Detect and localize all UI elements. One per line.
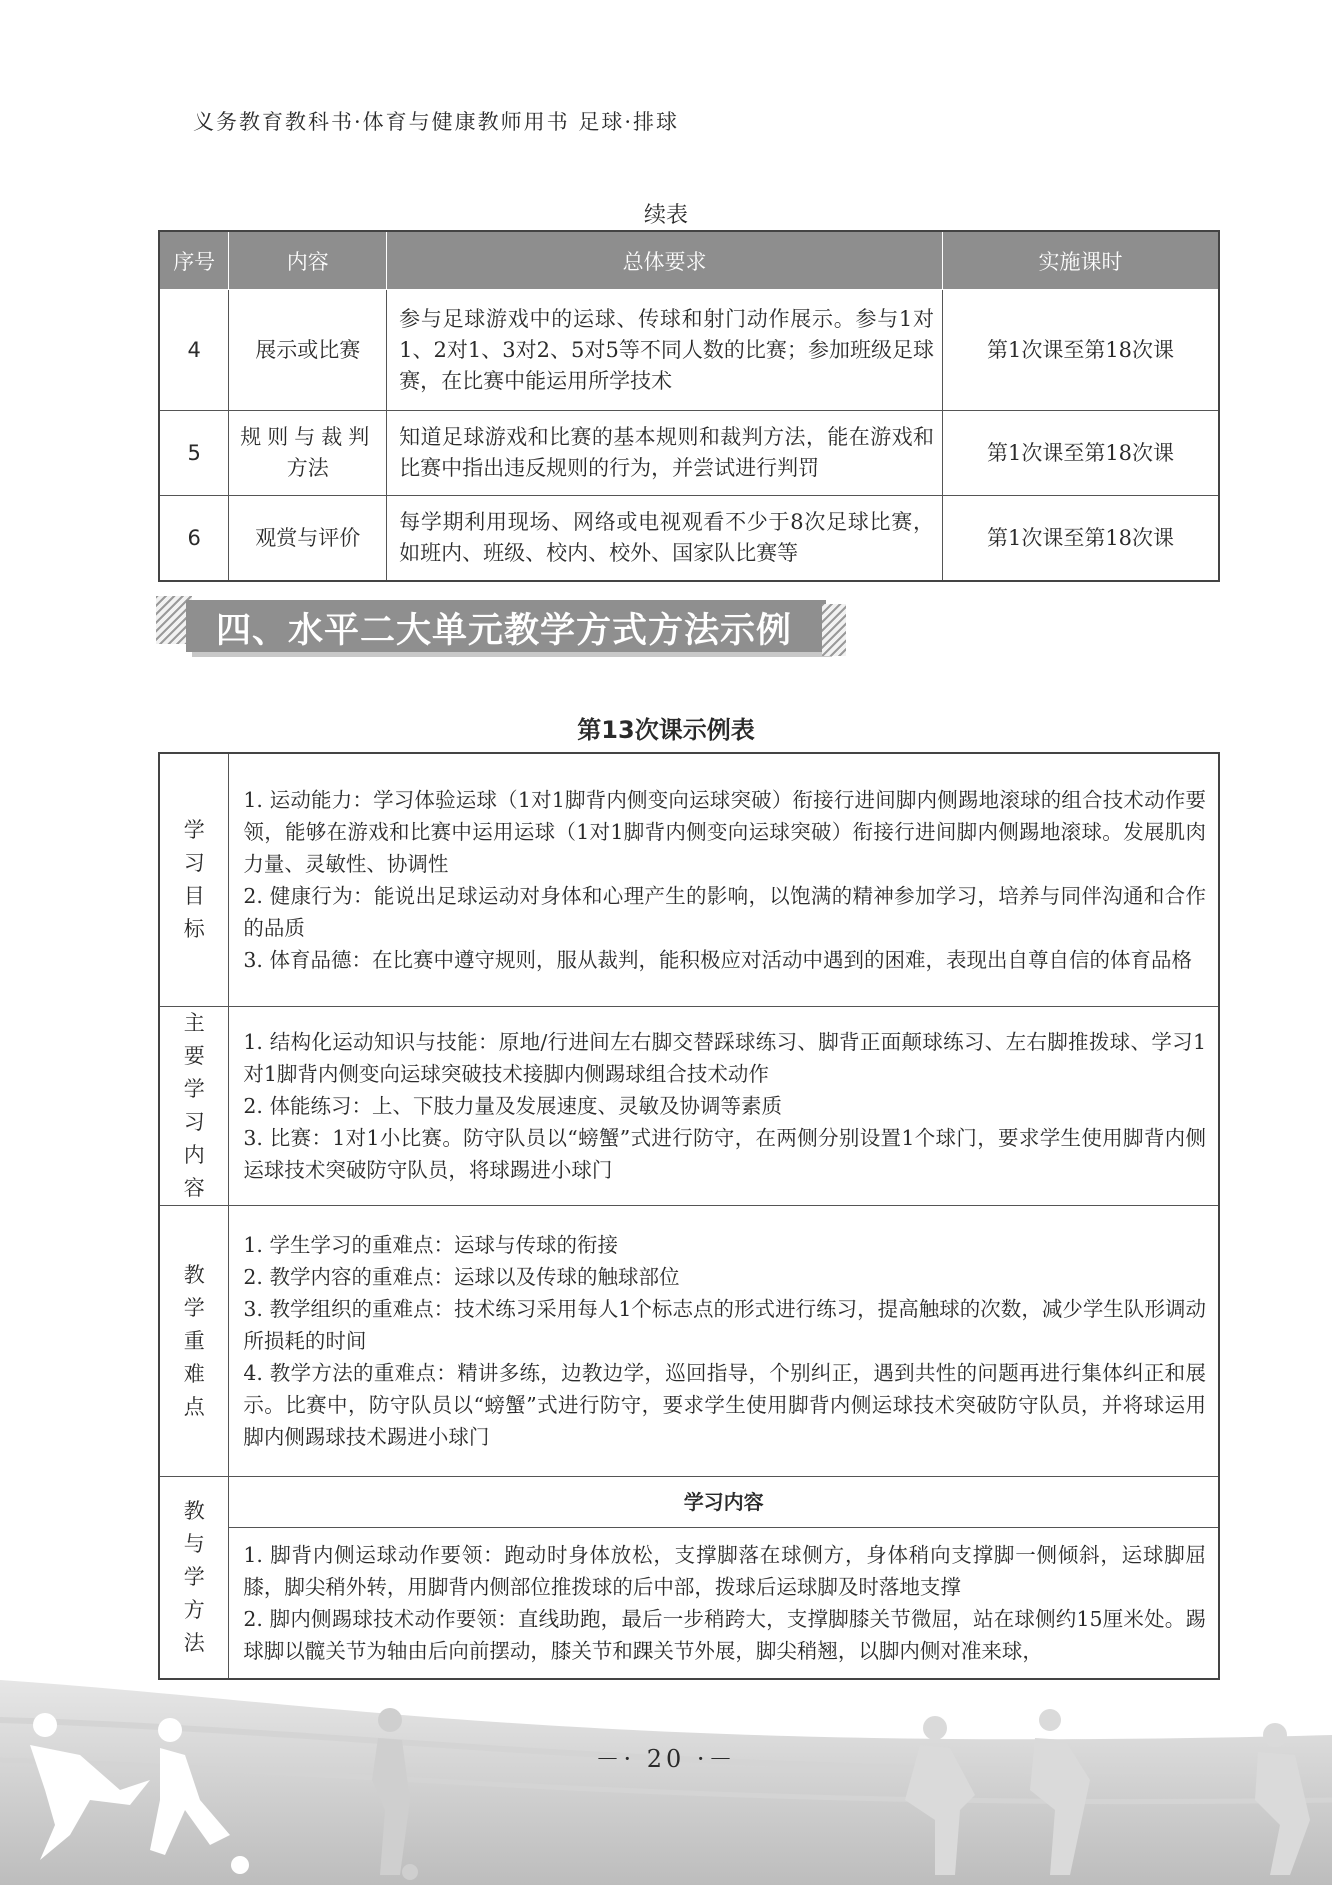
lesson-table-title: 第13次课示例表 — [577, 716, 755, 744]
list-item: 3. 比赛：1对1小比赛。防守队员以“螃蟹”式进行防守，在两侧分别设置1个球门，要求学生使用脚背内侧运球技术突破防守队员，将球踢进小球门 — [243, 1126, 1206, 1182]
row-content-line: 规则与裁判 — [240, 425, 376, 449]
list-item: 2. 体能练习：上、下肢力量及发展速度、灵敏及协调等素质 — [243, 1094, 782, 1118]
objectives-body — [229, 753, 1219, 1007]
section-banner — [156, 590, 846, 660]
row-number: 5 — [159, 411, 229, 496]
table-header-row — [159, 231, 1219, 290]
row-content-line: 方法 — [286, 456, 329, 480]
list-item: 1. 学生学习的重难点：运球与传球的衔接 — [243, 1233, 618, 1257]
row-content: 展示或比赛 — [229, 290, 387, 411]
list-item: 3. 体育品德：在比赛中遵守规则，服从裁判，能积极应对活动中遇到的困难，表现出自尊自信的体育品格 — [243, 948, 1192, 972]
list-item: 3. 教学组织的重难点：技术练习采用每人1个标志点的形式进行练习，提高触球的次数，减少学生队形调动所损耗的时间 — [243, 1297, 1206, 1353]
content-body — [229, 1007, 1219, 1206]
column-header: 序号 — [159, 231, 229, 290]
page-number: －· 20 ·－ — [595, 1745, 737, 1773]
list-item: 4. 教学方法的重难点：精讲多练，边教边学，巡回指导，个别纠正，遇到共性的问题再进行集体纠正和展示。比赛中，防守队员以“螃蟹”式进行防守，要求学生使用脚背内侧运球技术突破防守队员，并将球运用脚内侧踢球技术踢进小球门 — [243, 1361, 1206, 1449]
banner-hatch-decoration — [822, 604, 846, 656]
methods-subheading: 学习内容 — [229, 1477, 1219, 1528]
difficulties-row — [159, 1206, 1219, 1477]
row-hours: 第1次课至第18次课 — [943, 290, 1219, 411]
row-label: 学 习 目 标 — [159, 753, 229, 1007]
lesson-plan-table — [158, 752, 1220, 1680]
row-number: 6 — [159, 496, 229, 582]
list-item: 1. 运动能力：学习体验运球（1对1脚背内侧变向运球突破）衔接行进间脚内侧踢地滚球的组合技术动作要领，能够在游戏和比赛中运用运球（1对1脚背内侧变向运球突破）衔接行进间脚内侧踢地滚球。发展肌肉力量、灵敏性、协调性 — [243, 788, 1206, 876]
column-header: 内容 — [229, 231, 387, 290]
row-hours: 第1次课至第18次课 — [943, 496, 1219, 582]
table-row — [159, 411, 1219, 496]
row-label: 教 与 学 方 法 — [159, 1477, 229, 1680]
column-header: 总体要求 — [387, 231, 943, 290]
running-header: 义务教育教科书·体育与健康教师用书 足球·排球 — [193, 110, 680, 134]
row-content: 观赏与评价 — [229, 496, 387, 582]
row-requirement: 知道足球游戏和比赛的基本规则和裁判方法，能在游戏和比赛中指出违反规则的行为，并尝试进行判罚 — [387, 411, 943, 496]
difficulties-body — [229, 1206, 1219, 1477]
list-item: 2. 脚内侧踢球技术动作要领：直线助跑，最后一步稍跨大，支撑脚膝关节微屈，站在球侧约15厘米处。踢球脚以髋关节为轴由后向前摆动，膝关节和踝关节外展，脚尖稍翘，以脚内侧对准来球， — [243, 1607, 1206, 1663]
list-item: 2. 教学内容的重难点：运球以及传球的触球部位 — [243, 1265, 680, 1289]
row-content — [229, 411, 387, 496]
row-hours: 第1次课至第18次课 — [943, 411, 1219, 496]
methods-body — [229, 1528, 1219, 1680]
table-row — [159, 496, 1219, 582]
row-requirement: 每学期利用现场、网络或电视观看不少于8次足球比赛，如班内、班级、校内、校外、国家队比赛等 — [387, 496, 943, 582]
list-item: 2. 健康行为：能说出足球运动对身体和心理产生的影响，以饱满的精神参加学习，培养与同伴沟通和合作的品质 — [243, 884, 1206, 940]
row-requirement: 参与足球游戏中的运球、传球和射门动作展示。参与1对1、2对1、3对2、5对5等不同人数的比赛；参加班级足球赛，在比赛中能运用所学技术 — [387, 290, 943, 411]
row-number: 4 — [159, 290, 229, 411]
row-label: 主 要 学 习 内 容 — [159, 1007, 229, 1206]
methods-subheading-row — [159, 1477, 1219, 1528]
objectives-row — [159, 753, 1219, 1007]
table-continued-caption: 续表 — [643, 203, 688, 228]
methods-row — [159, 1528, 1219, 1680]
table-row — [159, 290, 1219, 411]
section-title: 四、水平二大单元教学方式方法示例 — [216, 610, 793, 651]
content-row — [159, 1007, 1219, 1206]
list-item: 1. 结构化运动知识与技能：原地/行进间左右脚交替踩球练习、脚背正面颠球练习、左右脚推拨球、学习1对1脚背内侧变向运球突破技术接脚内侧踢球组合技术动作 — [243, 1030, 1206, 1086]
footer-wave — [0, 1680, 1332, 1885]
requirements-table — [158, 230, 1220, 582]
column-header: 实施课时 — [943, 231, 1219, 290]
list-item: 1. 脚背内侧运球动作要领：跑动时身体放松，支撑脚落在球侧方，身体稍向支撑脚一侧倾斜，运球脚屈膝，脚尖稍外转，用脚背内侧部位推拨球的后中部，拨球后运球脚及时落地支撑 — [243, 1543, 1206, 1599]
row-label: 教 学 重 难 点 — [159, 1206, 229, 1477]
